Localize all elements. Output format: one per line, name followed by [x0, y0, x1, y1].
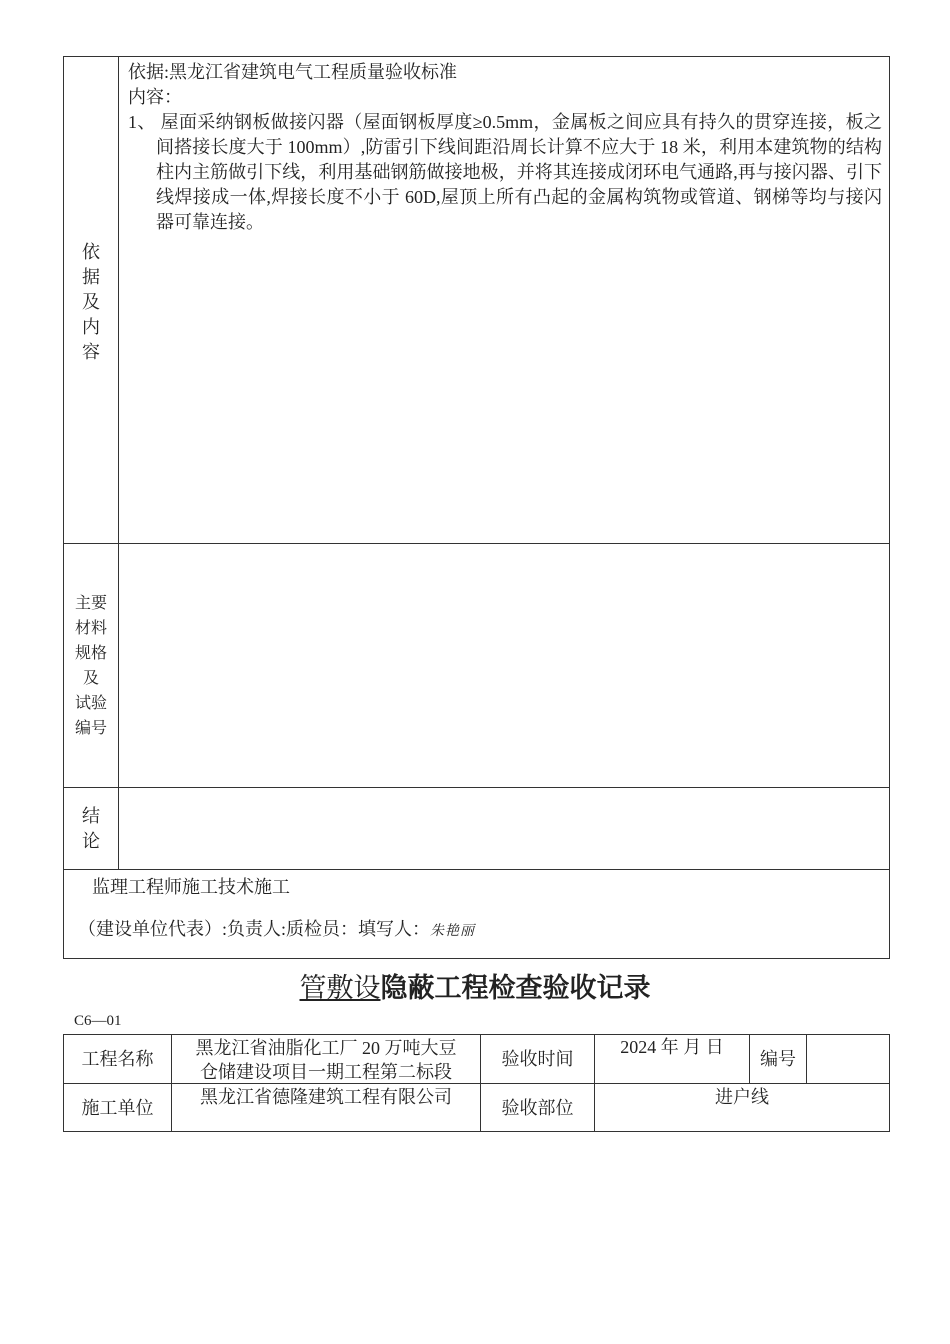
content-label: 内容： — [128, 87, 182, 107]
title-underlined: 管敷设 — [299, 973, 381, 1004]
form-code: C6—01 — [74, 1013, 122, 1029]
page-title — [0, 966, 950, 1005]
inspection-part-label: 验收部位 — [501, 1098, 574, 1118]
inspection-time-value: 2024 年 月 日 — [620, 1037, 724, 1057]
project-name-label: 工程名称 — [81, 1049, 154, 1069]
inspection-time-label: 验收时间 — [501, 1049, 574, 1069]
number-label: 编号 — [760, 1049, 796, 1069]
content-item: 1、 屋面采纳钢板做接闪器（屋面钢板厚度≥0.5mm，金属板之间应具有持久的贯穿连接，板之间搭接长度大于 100mm）,防雷引下线间距沿周长计算不应大于 18 米，利用本建筑物的结构柱内主筋做引下线，利用基础钢筋做接地极，并将其连接成闭环电气通路,再与接闪器、引下线焊接成一体,焊接长度不小于 60D,屋顶上所有凸起的金属构筑物或管道、钢梯等均与接闪器可靠连接。 — [128, 112, 882, 232]
signature-line-1: 监理工程师施工技术施工 — [92, 877, 290, 897]
basis-content — [128, 60, 882, 235]
inspection-part-value: 进户线 — [715, 1087, 769, 1107]
title-main: 隐蔽工程检查验收记录 — [380, 973, 651, 1004]
construction-unit-label: 施工单位 — [81, 1098, 154, 1118]
materials-label: 主要 材料 规格 及 试验 编号 — [74, 595, 107, 737]
handwritten-signature: 朱艳丽 — [430, 923, 475, 939]
conclusion-label: 结 论 — [82, 806, 100, 851]
basis-content-label: 依 据 及 内 容 — [82, 242, 100, 362]
signature-line-2: （建设单位代表）:负责人:质检员：填写人：朱艳丽 — [78, 919, 475, 939]
construction-unit-value: 黑龙江省德隆建筑工程有限公司 — [200, 1087, 452, 1107]
basis-line: 依据:黑龙江省建筑电气工程质量验收标准 — [128, 62, 457, 82]
project-name-value: 黑龙江省油脂化工厂 20 万吨大豆 仓储建设项目一期工程第二标段 — [195, 1038, 457, 1082]
